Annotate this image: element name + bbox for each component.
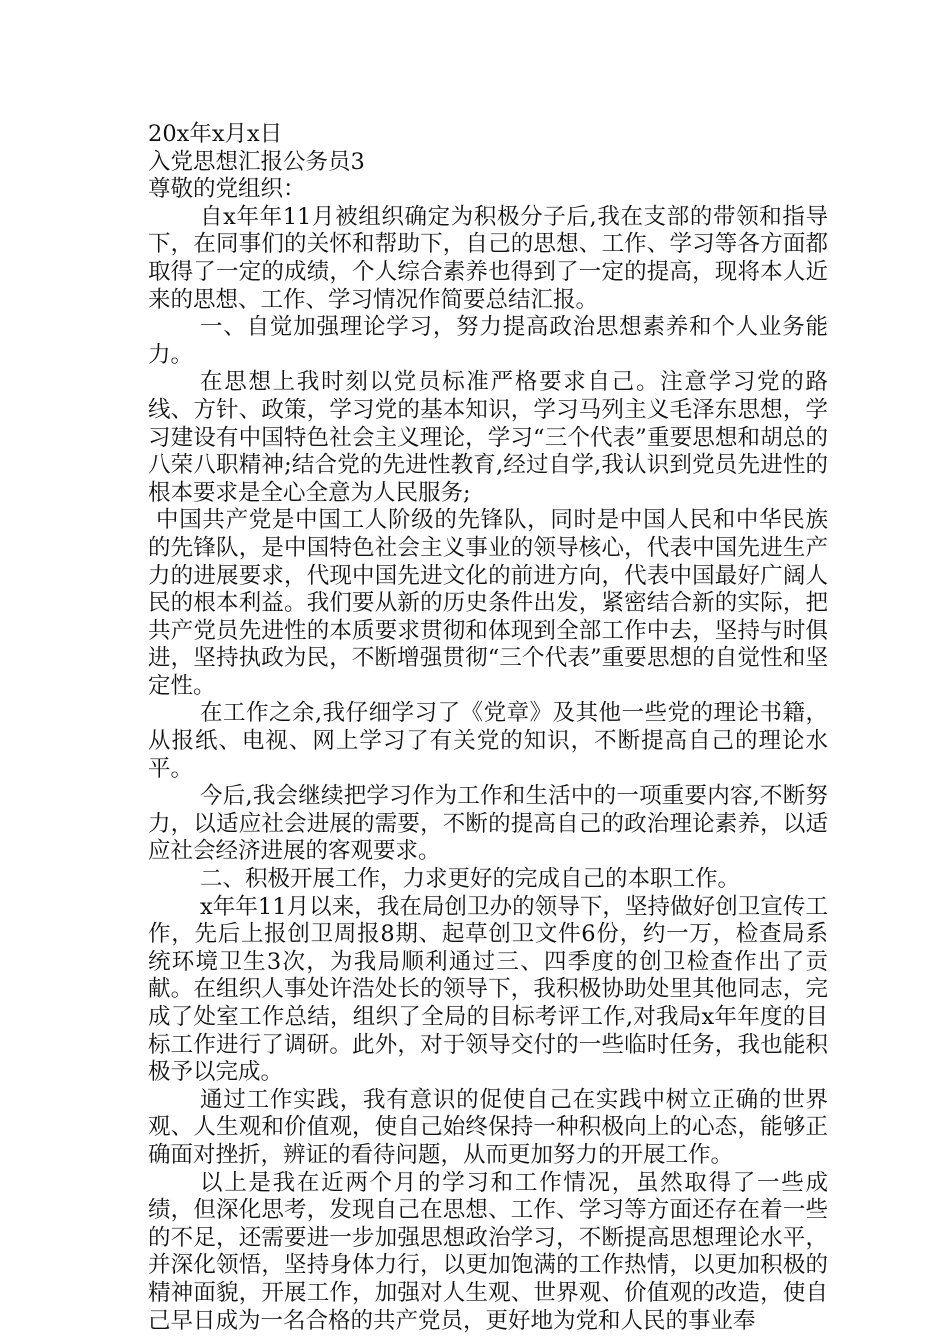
document-title: 入党思想汇报公务员3 (148, 148, 365, 175)
paragraph-summary: 以上是我在近两个月的学习和工作情况，虽然取得了一些成绩，但深化思考，发现自己在思想、工作、学习等方面还存在着一些的不足，还需要进一步加强思想政治学习，不断提高思想理论水平，并深化领悟，坚持身体力行，以更加饱满的工作热情，以更加积极的精神面貌，开展工作，加强对人生观、世界观、价值观的改造，使自己早日成为一名合格的共产党员，更好地为党和人民的事业奉 (148, 1169, 828, 1334)
document-salutation: 尊敬的党组织： (148, 176, 306, 203)
paragraph-thought: 在思想上我时刻以党员标准严格要求自己。注意学习党的路线、方针、政策，学习党的基本知识，学习马列主义毛泽东思想，学习建设有中国特色社会主义理论，学习“三个代表”重要思想和胡总的八荣八职精神;结合党的先进性教育,经过自学,我认识到党员先进性的根本要求是全心全意为人民服务; (148, 369, 828, 506)
paragraph-future: 今后,我会继续把学习作为工作和生活中的一项重要内容,不断努力，以适应社会进展的需要，不断的提高自己的政治理论素养，以适应社会经济进展的客观要求。 (148, 783, 828, 865)
paragraph-practice: 通过工作实践，我有意识的促使自己在实践中树立正确的世界观、人生观和价值观，使自己始终保持一种积极向上的心态，能够正确面对挫折，辨证的看待问题，从而更加努力的开展工作。 (148, 1086, 828, 1168)
paragraph-study: 在工作之余,我仔细学习了《党章》及其他一些党的理论书籍，从报纸、电视、网上学习了有关党的知识，不断提高自己的理论水平。 (148, 700, 828, 782)
document-body (148, 121, 828, 1335)
section-heading-1: 一、自觉加强理论学习，努力提高政治思想素养和个人业务能力。 (148, 314, 828, 368)
document-date: 20x年x月x日 (148, 121, 283, 147)
paragraph-intro: 自x年年11月被组织确定为积极分子后,我在支部的带领和指导下，在同事们的关怀和帮助下，自己的思想、工作、学习等各方面都取得了一定的成绩，个人综合素养也得到了一定的提高，现将本人近来的思想、工作、学习情况作简要总结汇报。 (148, 203, 828, 313)
paragraph-party: 中国共产党是中国工人阶级的先锋队，同时是中国人民和中华民族的先锋队，是中国特色社会主义事业的领导核心，代表中国先进生产力的进展要求，代现中国先进文化的前进方向，代表中国最好广阔人民的根本利益。我们要从新的历史条件出发，紧密结合新的实际，把共产党员先进性的本质要求贯彻和体现到全部工作中去，坚持与时俱进，坚持执政为民，不断增强贯彻“三个代表”重要思想的自觉性和坚定性。 (148, 507, 828, 699)
paragraph-work: x年年11月以来，我在局创卫办的领导下，坚持做好创卫宣传工作，先后上报创卫周报8期、起草创卫文件6份，约一万，检查局系统环境卫生3次，为我局顺利通过三、四季度的创卫检查作出了贡献。在组织人事处许浩处长的领导下，我积极协助处里其他同志，完成了处室工作总结，组织了全局的目标考评工作,对我局x年年度的目标工作进行了调研。此外，对于领导交付的一些临时任务，我也能积极予以完成。 (148, 893, 828, 1086)
section-heading-2: 二、积极开展工作，力求更好的完成自己的本职工作。 (200, 866, 741, 893)
